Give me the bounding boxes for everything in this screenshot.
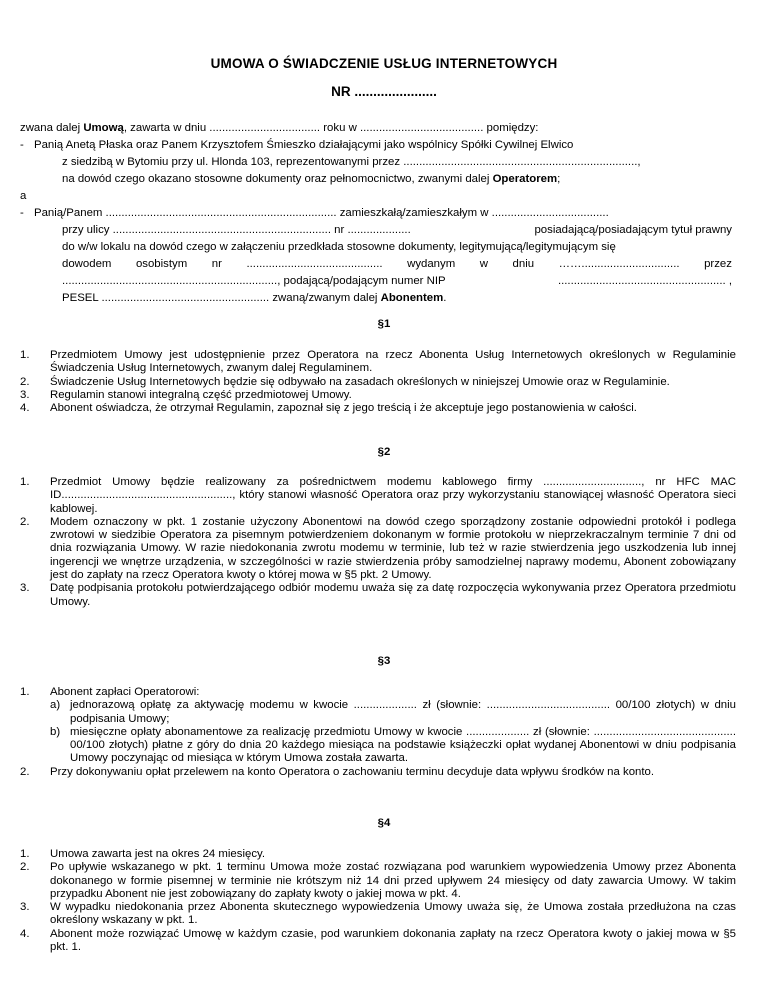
sub-list-item xyxy=(20,726,736,766)
item-number: 1. xyxy=(20,349,30,361)
item-text: W wypadku niedokonania przez Abonenta skutecznego wypowiedzenia Umowy uważa się, że Umowa została przedłużona na czas określony wskazany w pkt. 1. xyxy=(50,901,736,927)
intro-text: nr xyxy=(211,258,222,270)
intro-text: ...................................................................., podającą/podającym numer NIP xyxy=(62,275,446,287)
intro-text: w xyxy=(479,258,488,270)
intro-line-1 xyxy=(20,120,732,137)
list-item xyxy=(20,349,736,376)
section-heading-3: §3 xyxy=(377,655,391,667)
intro-text: ..................................................... , xyxy=(557,275,732,287)
item-text: Po upływie wskazanego w pkt. 1 terminu Umowa może zostać rozwiązana pod warunkiem wypowiedzenia Umowy przez Abonenta dokonanego w formie pisemnej w terminie nie krótszym niż 14 dni przed upływem 24 miesięcy od daty zawarcia Umowy. W takim przypadku Abonent nie jest zobowiązany do zapłaty kwoty o jakiej mowa w pkt. 4. xyxy=(50,861,736,900)
sub-item-text: jednorazową opłatę za aktywację modemu w kwocie .................... zł (słownie: ....................................... 00/100 złotych) w dniu podpisania Umowy; xyxy=(70,699,736,725)
item-number: 4. xyxy=(20,402,30,415)
intro-line-3: z siedzibą w Bytomiu przy ul. Hlonda 103, reprezentowanymi przez .........................................................................., xyxy=(62,156,641,168)
item-number: 3. xyxy=(20,388,30,401)
item-text: Przy dokonywaniu opłat przelewem na konto Operatora o zachowaniu terminu decyduje data wpływu środków na konto. xyxy=(50,765,655,778)
list-item xyxy=(20,766,736,779)
sub-item-letter: a) xyxy=(50,699,61,712)
section-2-list xyxy=(20,476,736,609)
item-number: 1. xyxy=(20,476,30,488)
intro-text: Panią/Panem ......................................................................... zamieszkałą/zamieszkałym w ..................................... xyxy=(34,207,609,219)
item-text: Umowa zawarta jest na okres 24 miesięcy. xyxy=(50,848,266,860)
intro-text: Panią Anetą Płaska oraz Panem Krzysztofem Śmieszko działającymi jako wspólnicy Spółki Cywilnej Elwico xyxy=(34,139,574,151)
section-heading-2: §2 xyxy=(377,446,391,458)
intro-text: na dowód czego okazano stosowne dokumenty oraz pełnomocnictwo, zwanymi dalej xyxy=(62,173,493,185)
intro-line-9 xyxy=(20,273,732,290)
section-4-list xyxy=(20,848,736,954)
document-title: UMOWA O ŚWIADCZENIE USŁUG INTERNETOWYCH xyxy=(210,56,558,71)
list-item xyxy=(20,376,736,389)
sub-list-item xyxy=(20,699,736,726)
item-number: 1. xyxy=(20,848,30,860)
list-item xyxy=(20,901,736,928)
contract-parties xyxy=(20,120,732,307)
intro-text: posiadającą/posiadającym tytuł prawny xyxy=(534,224,732,236)
intro-text: , zawarta w dniu ................................... roku w ....................................... pomiędzy: xyxy=(123,122,539,134)
sub-item-text: miesięczne opłaty abonamentowe za realizację przedmiotu Umowy w kwocie .................... zł (słownie: ............................................. 00/100 złotych) płatne z góry do dnia 20 każdego miesiąca na podstawie książeczki opłat wydanej Abonentowi w dniu podpisania Umowy poczynając od miesiąca w którym Umowa została zawarta. xyxy=(70,725,736,765)
list-item xyxy=(20,389,736,402)
section-heading-4: §4 xyxy=(377,817,391,829)
intro-line-8 xyxy=(20,256,732,273)
item-number: 2. xyxy=(20,515,30,528)
list-item xyxy=(20,686,736,766)
intro-text: osobistym xyxy=(135,258,188,270)
item-text: Abonent oświadcza, że otrzymał Regulamin, zapoznał się z jego treścią i że akceptuje jego postanowienia w całości. xyxy=(50,402,637,415)
intro-line-10 xyxy=(20,290,732,307)
intro-text: ……............................... xyxy=(558,258,680,270)
list-item xyxy=(20,402,736,415)
intro-text: wydanym xyxy=(407,258,456,270)
item-text: Abonent zapłaci Operatorowi: xyxy=(50,686,200,698)
list-item xyxy=(20,861,736,901)
intro-text: ........................................... xyxy=(246,258,383,270)
item-number: 4. xyxy=(20,927,30,940)
intro-text: zwana dalej xyxy=(20,122,84,134)
item-text: Datę podpisania protokołu potwierdzającego odbiór modemu uważa się za datę rozpoczęcia wykonywania przez Operatora przedmiotu Umowy. xyxy=(50,582,736,608)
item-text: Regulamin stanowi integralną część przedmiotowej Umowy. xyxy=(50,388,352,401)
item-number: 2. xyxy=(20,375,30,388)
intro-line-5: - Panią/Panem ......................................................................... zamieszkałą/zamieszkałym w ..................................... xyxy=(20,207,609,219)
intro-bold-operator: Operatorem xyxy=(492,173,558,185)
item-number: 3. xyxy=(20,582,30,595)
section-1-list xyxy=(20,349,736,415)
list-item xyxy=(20,848,736,861)
intro-text: . xyxy=(443,292,447,304)
intro-text: dniu xyxy=(512,258,535,270)
intro-line-2: - Panią Anetą Płaska oraz Panem Krzysztofem Śmieszko działającymi jako wspólnicy Spółki Cywilnej Elwico xyxy=(20,139,574,151)
section-3-list xyxy=(20,686,736,779)
list-item xyxy=(20,476,736,516)
section-3-sublist xyxy=(20,699,736,765)
item-number: 3. xyxy=(20,901,30,914)
intro-line-6 xyxy=(20,222,732,239)
intro-text: PESEL ..................................................... zwaną/zwanym dalej xyxy=(62,292,381,304)
item-text: Przedmiot Umowy będzie realizowany za pośrednictwem modemu kablowego firmy ..............................., nr HFC MAC ID......................................................, który stanowi własność Operatora oraz przy wykorzystaniu stanowiącej własność Operatora sieci kablowej. xyxy=(50,476,736,515)
intro-bold-abonent: Abonentem xyxy=(380,292,444,304)
item-text: Świadczenie Usług Internetowych będzie się odbywało na zasadach określonych w niniejszej Umowie oraz w Regulaminie. xyxy=(50,375,670,388)
list-item xyxy=(20,582,736,609)
item-text: Przedmiotem Umowy jest udostępnienie przez Operatora na rzecz Abonenta Usług Internetowych określonych w Regulaminie Świadczenia Usług Internetowych, zwanym dalej Regulaminem. xyxy=(50,349,736,375)
intro-text: ; xyxy=(557,173,561,185)
intro-and: a xyxy=(20,190,27,202)
intro-text: dowodem xyxy=(62,258,112,270)
sub-item-letter: b) xyxy=(50,725,61,738)
intro-text: przy ulicy ..................................................................... nr .................... xyxy=(62,224,411,236)
section-heading-1: §1 xyxy=(377,318,391,330)
list-item xyxy=(20,928,736,955)
intro-text: przez xyxy=(704,258,732,270)
intro-bold-umowa: Umową xyxy=(83,122,124,134)
contract-number: NR ...................... xyxy=(331,84,437,99)
item-number: 2. xyxy=(20,861,30,874)
intro-line-7: do w/w lokalu na dowód czego w załączeniu przedkłada stosowne dokumenty, legitymującą/legitymującym się xyxy=(62,241,616,253)
item-number: 2. xyxy=(20,765,30,778)
intro-line-4 xyxy=(20,171,732,188)
item-text: Abonent może rozwiązać Umowę w każdym czasie, pod warunkiem dokonania zapłaty na rzecz Operatora kwoty o jakiej mowa w §5 pkt. 1. xyxy=(50,927,736,954)
item-text: Modem oznaczony w pkt. 1 zostanie użyczony Abonentowi na dowód czego sporządzony zostanie odpowiedni protokół i podlega zwrotowi w siedzibie Operatora za pisemnym potwierdzeniem dokonanym w formie protokołu w nieprzekraczalnym terminie 7 dni od dnia rozwiązania Umowy. W razie niedokonania zwrotu modemu w terminie, lub też w razie stwierdzenia jego uszkodzenia lub innej ingerencji we wnętrze urządzenia, w szczególności w razie stwierdzenia próby samodzielnej naprawy modemu, Abonent zobowiązany jest do zapłaty na rzecz Operatora kwoty o której mowa w §5 pkt. 2 Umowy. xyxy=(50,515,736,582)
list-item xyxy=(20,516,736,582)
item-number: 1. xyxy=(20,686,30,698)
